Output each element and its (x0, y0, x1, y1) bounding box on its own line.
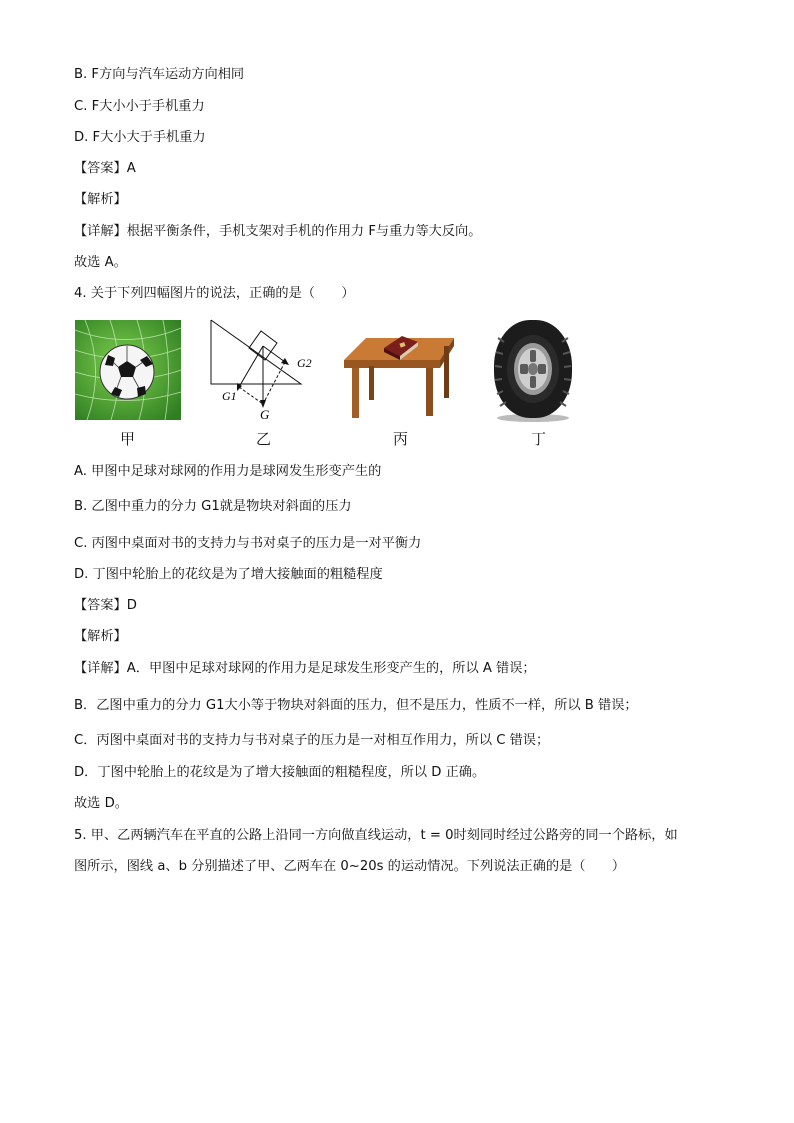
detail-4d: D．丁图中轮胎上的花纹是为了增大接触面的粗糙程度，所以 D 正确。 (74, 765, 486, 780)
option-4a: A. 甲图中足球对球网的作用力是球网发生形变产生的 (74, 464, 382, 479)
option-4b: B. 乙图中重力的分力 G1就是物块对斜面的压力 (74, 499, 352, 514)
caption-bing: 丙 (393, 430, 409, 448)
choice-4: 故选 D。 (74, 796, 128, 811)
analysis-4: 【解析】 (74, 629, 127, 644)
tire-photo (490, 316, 576, 424)
detail-3: 【详解】根据平衡条件，手机支架对手机的作用力 F与重力等大反向。 (74, 224, 482, 239)
analysis-3: 【解析】 (74, 192, 127, 207)
line-2: C. F大小小于手机重力 (74, 99, 205, 114)
caption-ding: 丁 (531, 430, 547, 448)
book-on-table-photo (344, 330, 454, 420)
answer-4: 【答案】D (74, 598, 137, 613)
label-g1: G1 (222, 389, 237, 403)
soccer-ball-photo (75, 320, 181, 420)
detail-4b: B．乙图中重力的分力 G1大小等于物块对斜面的压力，但不是压力，性质不一样，所以 B 错误； (74, 698, 638, 713)
label-g: G (260, 407, 270, 422)
question-5-line2: 图所示，图线 a、b 分别描述了甲、乙两车在 0~20s 的运动情况。下列说法正确的是（ ） (74, 859, 626, 874)
detail-4c: C．丙图中桌面对书的支持力与书对桌子的压力是一对相互作用力，所以 C 错误； (74, 733, 550, 748)
option-4c: C. 丙图中桌面对书的支持力与书对桌子的压力是一对平衡力 (74, 536, 422, 551)
line-3: D. F大小大于手机重力 (74, 130, 206, 145)
question-5-line1: 5. 甲、乙两辆汽车在平直的公路上沿同一方向做直线运动，t = 0时刻同时经过公路旁的同一个路标，如 (74, 828, 678, 843)
option-4d: D. 丁图中轮胎上的花纹是为了增大接触面的粗糙程度 (74, 567, 383, 582)
caption-yi: 乙 (256, 430, 272, 448)
caption-jia: 甲 (120, 430, 136, 448)
detail-4a: 【详解】A．甲图中足球对球网的作用力是足球发生形变产生的，所以 A 错误； (74, 661, 536, 676)
line-1: B. F方向与汽车运动方向相同 (74, 67, 245, 82)
choice-3: 故选 A。 (74, 255, 127, 270)
question-4: 4. 关于下列四幅图片的说法，正确的是（ ） (74, 286, 355, 301)
answer-3: 【答案】A (74, 161, 136, 176)
label-g2: G2 (297, 356, 312, 370)
incline-diagram (205, 318, 320, 426)
